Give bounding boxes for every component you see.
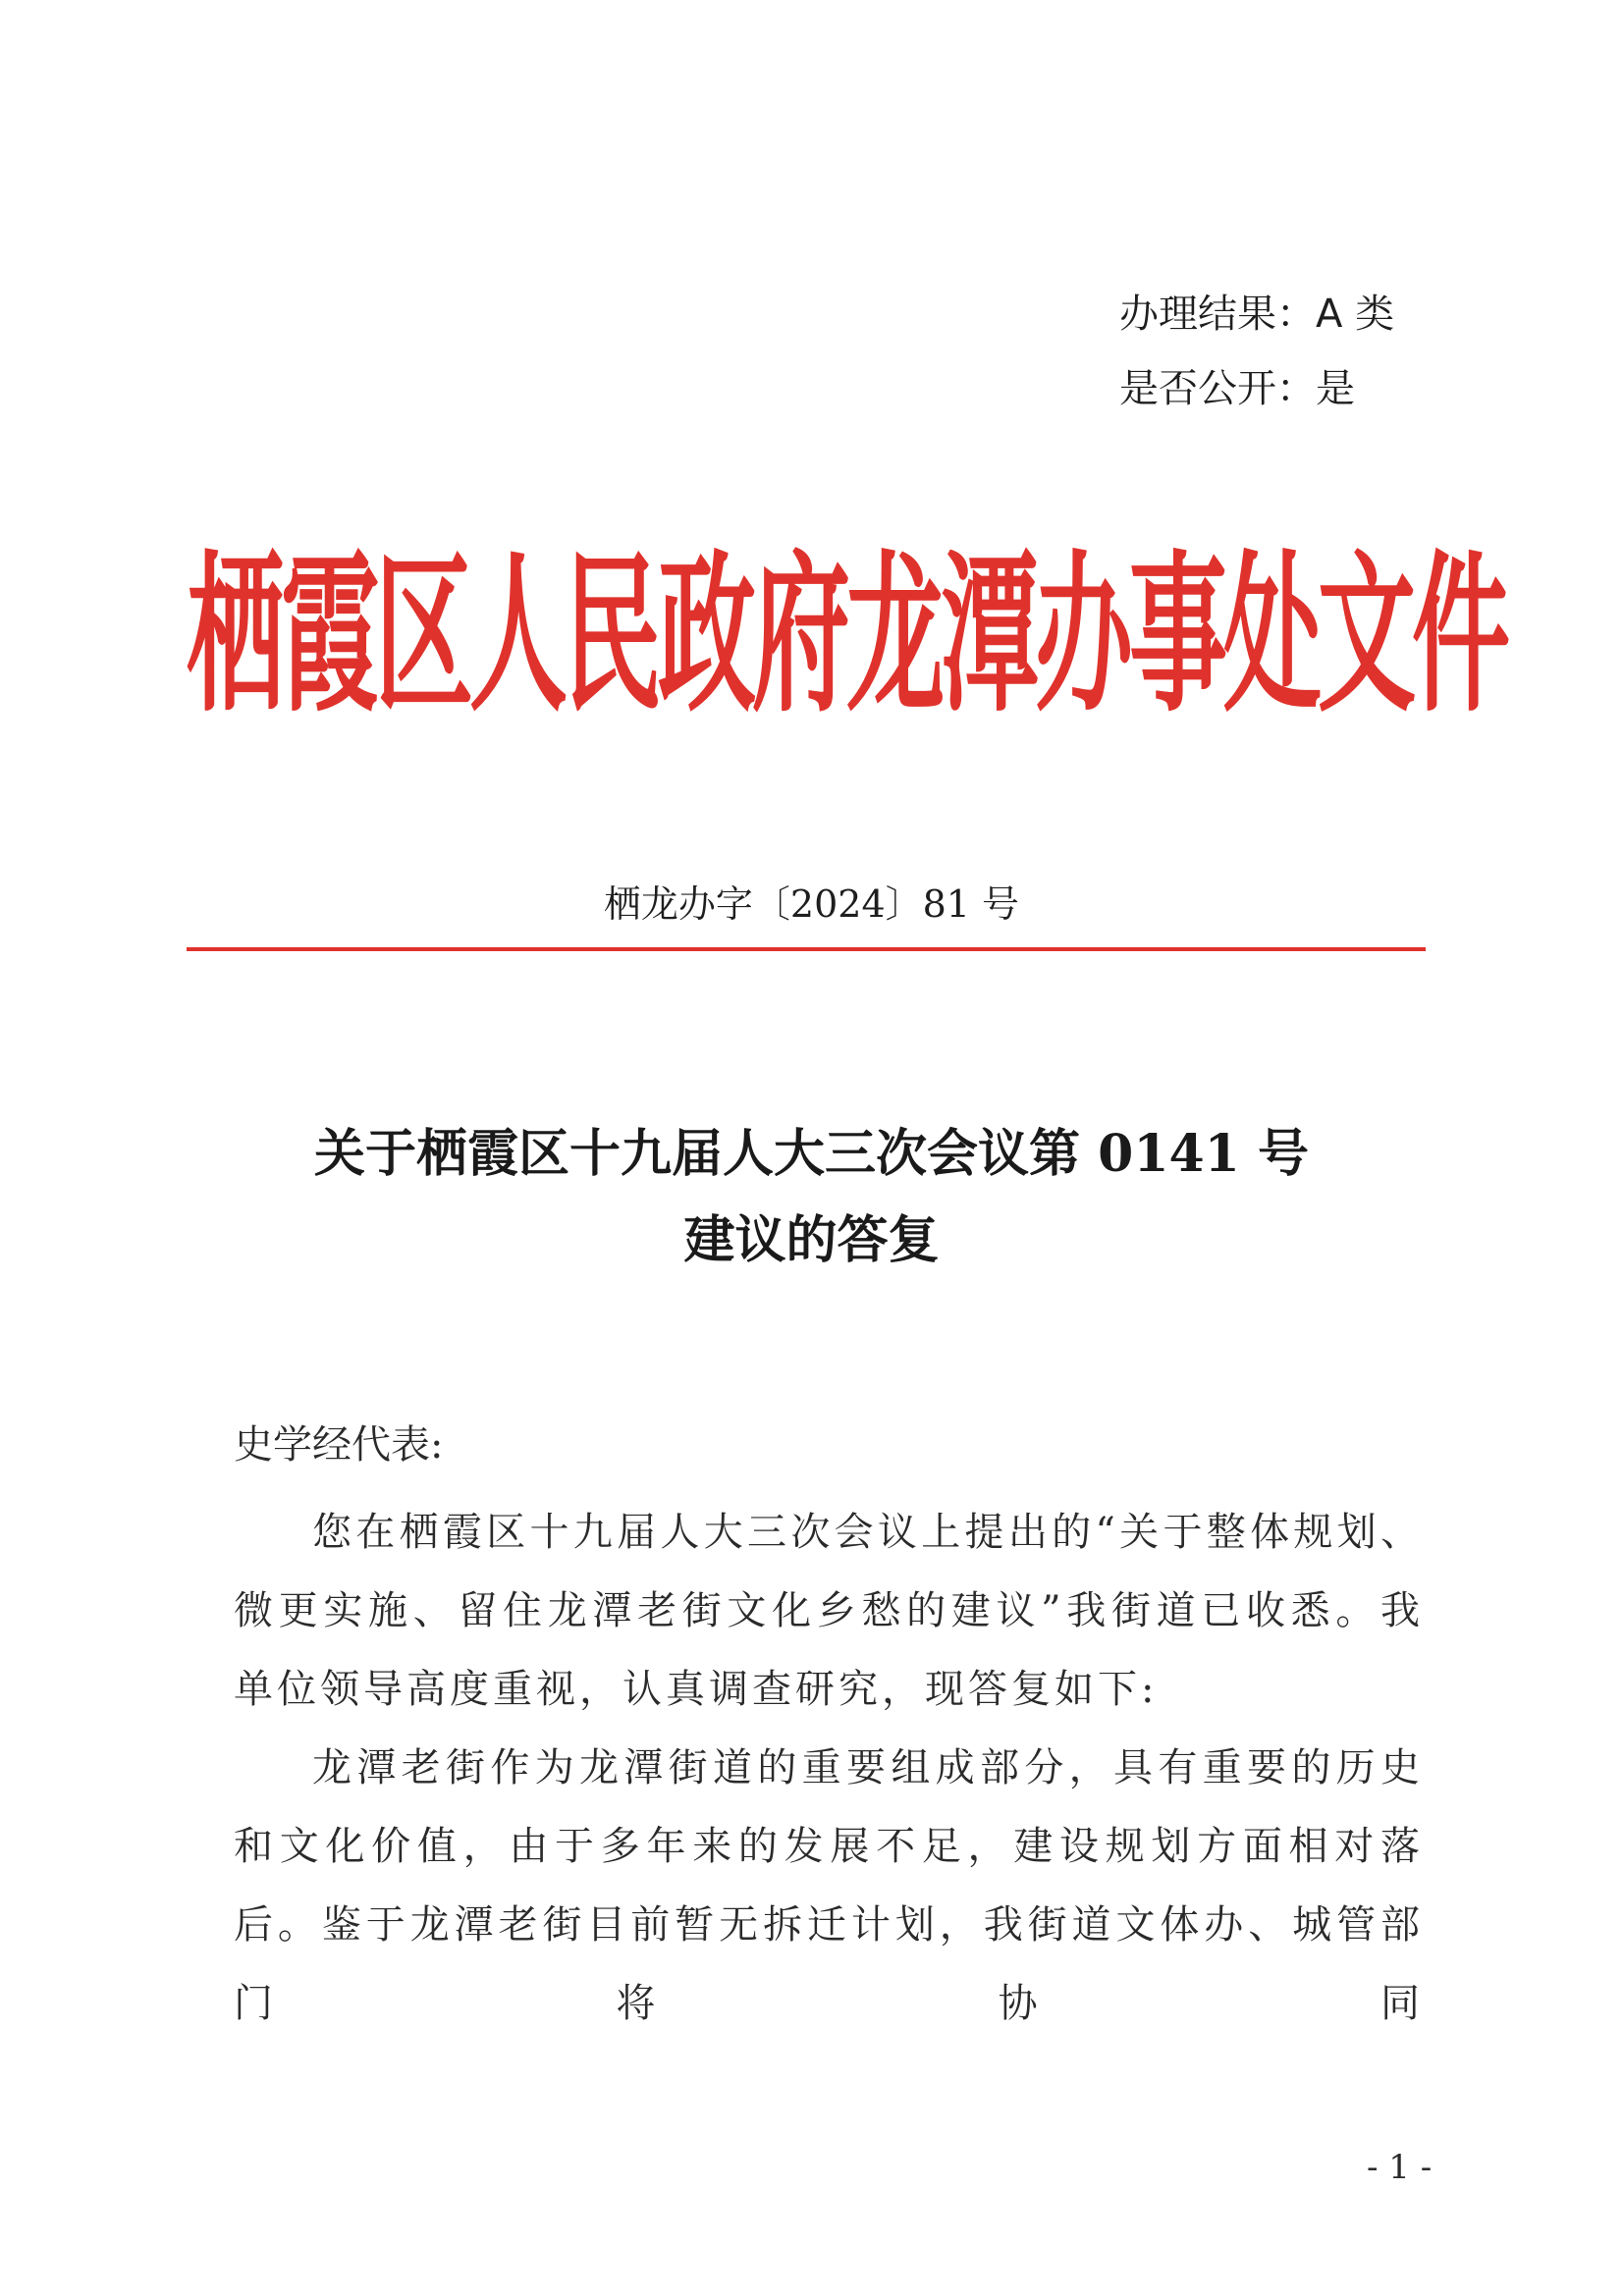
masthead-char: 文 <box>1318 534 1416 736</box>
masthead-char: 民 <box>564 534 662 736</box>
document-number: 栖龙办字〔2024〕81 号 <box>603 882 1020 926</box>
document-title-line-1: 关于栖霞区十九届人大三次会议第 0141 号 <box>314 1124 1309 1184</box>
masthead-char: 府 <box>752 534 850 736</box>
masthead-char: 件 <box>1412 534 1510 736</box>
body-paragraph: 龙潭老街作为龙潭街道的重要组成部分，具有重要的历史和文化价值，由于多年来的发展不足，建设规划方面相对落后。鉴于龙潭老街目前暂无拆迁计划，我街道文体办、城管部门将协同 <box>234 1745 1424 2026</box>
masthead-char: 事 <box>1129 534 1227 736</box>
document-masthead <box>187 534 1510 736</box>
masthead-char: 霞 <box>281 534 379 736</box>
public-disclosure-label: 是否公开：是 <box>1119 366 1355 411</box>
page-number: - 1 - <box>1367 2148 1433 2187</box>
masthead-char: 政 <box>658 534 756 736</box>
masthead-char: 处 <box>1223 534 1322 736</box>
document-title-line-2: 建议的答复 <box>683 1210 940 1270</box>
masthead-char: 区 <box>375 534 473 736</box>
body-paragraph: 您在栖霞区十九届人大三次会议上提出的“关于整体规划、微更实施、留住龙潭老街文化乡愁的建议”我街道已收悉。我单位领导高度重视，认真调查研究，现答复如下: <box>234 1510 1424 1712</box>
masthead-char: 人 <box>469 534 568 736</box>
body-paragraph-container <box>234 1493 1424 1729</box>
masthead-char: 办 <box>1035 534 1133 736</box>
masthead-char: 龙 <box>846 534 945 736</box>
handling-result-label: 办理结果：A 类 <box>1119 292 1395 337</box>
masthead-char: 栖 <box>187 534 285 736</box>
masthead-char: 潭 <box>941 534 1039 736</box>
body-paragraph-container <box>234 1729 1424 2043</box>
red-divider-line <box>187 947 1426 951</box>
salutation: 史学经代表: <box>234 1422 444 1468</box>
